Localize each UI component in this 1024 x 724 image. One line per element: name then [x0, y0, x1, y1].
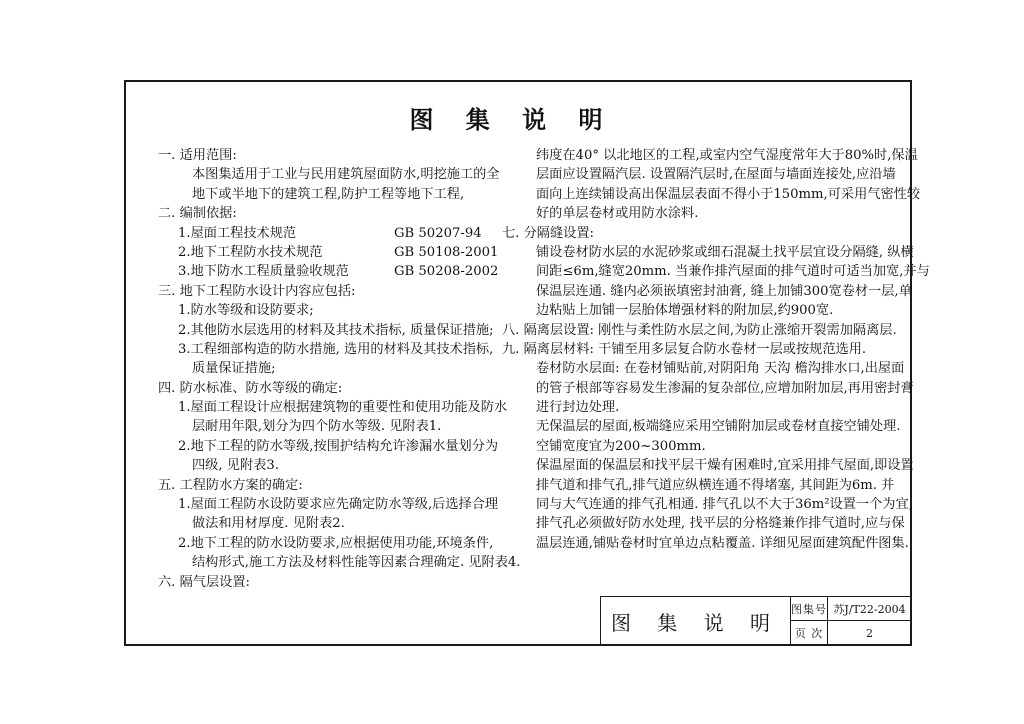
text-line-content: 卷材防水层面: 在卷材铺贴前,对阴阳角 天沟 檐沟排水口,出屋面	[536, 361, 905, 377]
text-line	[158, 398, 508, 417]
text-line	[502, 165, 906, 184]
standard-code: GB 50207-94	[394, 225, 482, 241]
text-line	[502, 282, 912, 301]
text-line-content: 四. 防水标准、防水等级的确定:	[158, 380, 343, 396]
text-line	[502, 417, 906, 436]
text-line	[158, 379, 498, 398]
text-line	[502, 262, 930, 281]
text-line	[158, 359, 498, 378]
text-line	[158, 165, 498, 184]
text-line	[158, 185, 498, 204]
atlas-number-label: 图集号	[791, 597, 828, 620]
text-line-content: 面向上连续铺设高出保温层表面不得小于150mm,可采用气密性较	[536, 186, 921, 202]
text-line-content: 3.工程细部构造的防水措施, 选用的材料及其技术指标,	[178, 341, 494, 357]
page-number-row	[791, 621, 911, 645]
text-line	[158, 417, 498, 436]
text-line-content: 1.屋面工程设计应根据建筑物的重要性和使用功能及防水	[178, 400, 508, 416]
page-number-value: 2	[866, 626, 873, 640]
text-line-content: 排气孔必须做好防水处理, 找平层的分格缝兼作排气道时,应与保	[536, 516, 905, 532]
text-line-content: 空铺宽度宜为200~300mm.	[536, 438, 706, 454]
text-line	[502, 321, 906, 340]
text-line-content: 质量保证措施;	[192, 361, 276, 377]
text-line	[158, 437, 498, 456]
text-line-content: 层耐用年限,划分为四个防水等级. 见附表1.	[192, 419, 442, 435]
title-block-name: 图 集 说 明	[601, 597, 791, 645]
text-line-content: 1.屋面工程防水设防要求应先确定防水等级,后选择合理	[178, 497, 499, 513]
text-line	[158, 495, 498, 514]
text-line-content: 间距≤6m,缝宽20mm. 当兼作排汽屋面的排气道时可适当加宽,并与	[536, 264, 930, 280]
text-line	[158, 514, 498, 533]
text-line-content: 1.屋面工程技术规范	[178, 225, 297, 241]
left-column	[158, 146, 521, 592]
text-line	[158, 146, 498, 165]
text-line-content: 1.防水等级和设防要求;	[178, 303, 314, 319]
text-line-content: 保温层连通. 缝内必须嵌填密封油膏, 缝上加铺300宽卷材一层,单	[536, 283, 912, 299]
text-line-content: 无保温层的屋面,板端缝应采用空铺附加层或卷材直接空铺处理.	[536, 419, 901, 435]
text-line	[158, 553, 521, 572]
text-line	[502, 495, 913, 514]
text-line-content: 七. 分隔缝设置:	[502, 225, 594, 241]
text-line	[502, 534, 909, 553]
text-line	[158, 456, 498, 475]
text-line	[502, 514, 906, 533]
text-line	[502, 359, 906, 378]
text-line-content: 温层连通,铺贴卷材时宜单边点粘覆盖. 详细见屋面建筑配件图集.	[536, 535, 909, 551]
atlas-number-value: 苏J/T22-2004	[833, 602, 906, 616]
right-column	[502, 146, 930, 553]
text-line	[502, 340, 906, 359]
text-line	[158, 224, 498, 243]
text-line-content: 六. 隔气层设置:	[158, 574, 250, 590]
text-line	[502, 243, 914, 262]
text-line-content: 同与大气连通的排气孔相通. 排气孔以不大于36m²设置一个为宜,	[536, 497, 913, 513]
text-line-content: 2.地下工程防水技术规范	[178, 244, 323, 260]
text-line-content: 五. 工程防水方案的确定:	[158, 477, 303, 493]
text-line	[158, 321, 498, 340]
text-line-content: 八. 隔离层设置: 刚性与柔性防水层之间,为防止涨缩开裂需加隔离层.	[502, 322, 897, 338]
standard-code: GB 50208-2002	[394, 264, 499, 280]
atlas-number-row	[791, 597, 911, 621]
text-line-content: 2.地下工程的防水等级,按围护结构允许渗漏水量划分为	[178, 438, 499, 454]
text-line	[502, 398, 906, 417]
text-line	[502, 301, 906, 320]
text-line-content: 做法和用材厚度. 见附表2.	[192, 516, 345, 532]
text-line-content: 本图集适用于工业与民用建筑屋面防水,明挖施工的全	[192, 167, 500, 183]
text-line-content: 纬度在40° 以北地区的工程,或室内空气湿度常年大于80%时,保温	[536, 148, 918, 163]
text-line	[502, 476, 906, 495]
text-line-content: 铺设卷材防水层的水泥砂浆或细石混凝土找平层宜设分隔缝, 纵横	[536, 244, 914, 260]
text-line	[502, 456, 914, 475]
title-block	[600, 596, 912, 646]
text-line	[158, 243, 498, 262]
text-line	[158, 282, 498, 301]
text-line-content: 四级, 见附表3.	[192, 458, 279, 474]
text-line-content: 3.地下防水工程质量验收规范	[178, 264, 349, 280]
text-line	[158, 534, 498, 553]
text-line	[158, 262, 498, 281]
text-line-content: 层面应设置隔汽层. 设置隔汽层时,在屋面与墙面连接处,应沿墙	[536, 167, 896, 183]
text-line-content: 结构形式,施工方法及材料性能等因素合理确定. 见附表4.	[192, 555, 521, 571]
text-line-content: 边粘贴上加铺一层胎体增强材料的附加层,约900宽.	[536, 303, 834, 319]
text-line-content: 二. 编制依据:	[158, 206, 237, 222]
text-line	[158, 340, 498, 359]
text-line-content: 一. 适用范围:	[158, 148, 237, 163]
text-line-content: 进行封边处理.	[536, 400, 620, 416]
page-number-label: 页 次	[791, 621, 828, 645]
text-line-content: 排气道和排气孔,排气道应纵横连通不得堵塞, 其间距为6m. 并	[536, 477, 895, 493]
text-line	[502, 185, 921, 204]
standard-code: GB 50108-2001	[394, 244, 499, 260]
text-line-content: 2.其他防水层选用的材料及其技术指标, 质量保证措施;	[178, 322, 494, 338]
text-line	[502, 224, 906, 243]
text-line-content: 地下或半地下的建筑工程,防护工程等地下工程,	[192, 186, 465, 202]
text-line	[158, 204, 498, 223]
text-line	[158, 573, 498, 592]
text-line-content: 九. 隔离层材料: 干铺至用多层复合防水卷材一层或按规范选用.	[502, 341, 867, 357]
text-line	[502, 204, 906, 223]
text-line	[502, 146, 918, 165]
text-line	[158, 301, 498, 320]
text-line-content: 好的单层卷材或用防水涂料.	[536, 206, 699, 222]
text-line-content: 的管子根部等容易发生渗漏的复杂部位,应增加附加层,再用密封膏	[536, 380, 914, 396]
text-line-content: 三. 地下工程防水设计内容应包括:	[158, 283, 356, 299]
text-line	[502, 379, 914, 398]
page-title: 图 集 说 明	[409, 105, 615, 134]
text-line	[158, 476, 498, 495]
text-line-content: 保温屋面的保温层和找平层干燥有困难时,宜采用排气屋面,即设置	[536, 458, 914, 474]
text-line	[502, 437, 906, 456]
text-line-content: 2.地下工程的防水设防要求,应根据使用功能,环境条件,	[178, 535, 494, 551]
